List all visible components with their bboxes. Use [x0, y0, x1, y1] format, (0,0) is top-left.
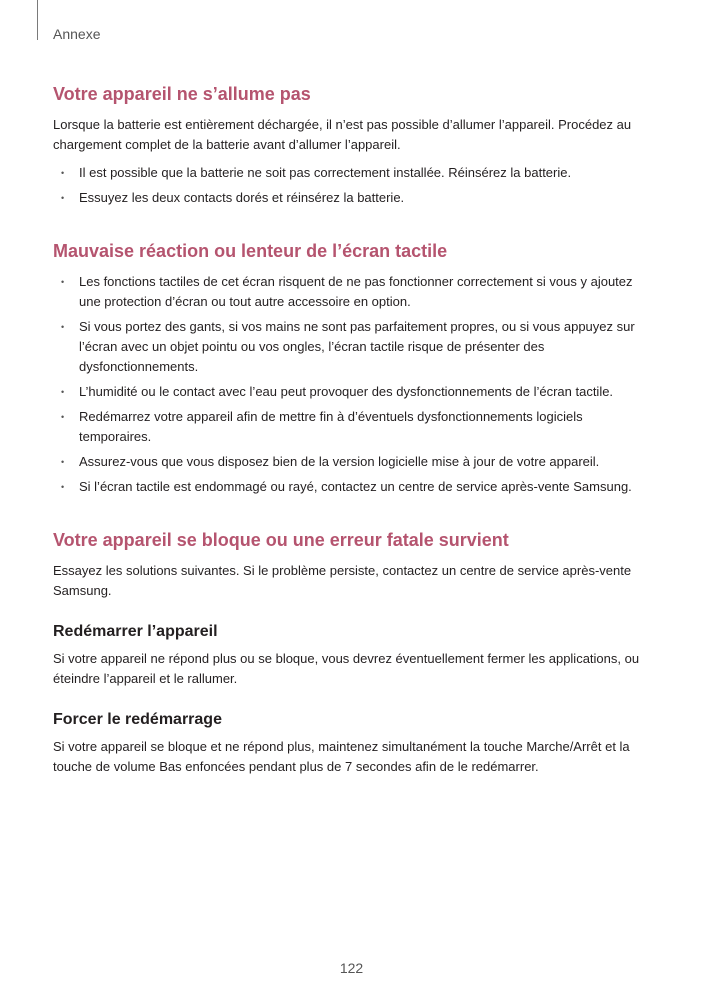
bullet-item: • Les fonctions tactiles de cet écran risquent de ne pas fonctionner correctement si vous y ajoutez une protection d’écran ou tout autre accessoire en option. [53, 272, 653, 312]
bullet-item: • Redémarrez votre appareil afin de mettre fin à d’éventuels dysfonctionnements logiciels temporaires. [53, 407, 653, 447]
section-device-wont-turn-on [53, 84, 653, 208]
page-content [53, 84, 653, 777]
section-intro: Essayez les solutions suivantes. Si le problème persiste, contactez un centre de service après-vente Samsung. [53, 563, 632, 598]
header-divider [37, 0, 38, 40]
bullet-list [53, 272, 653, 497]
section-heading: Votre appareil se bloque ou une erreur fatale survient [53, 530, 509, 550]
subsection-force-restart [53, 711, 653, 777]
chapter-label: Annexe [53, 26, 101, 42]
bullet-item: • Essuyez les deux contacts dorés et réinsérez la batterie. [53, 188, 653, 208]
bullet-item: • Si vous portez des gants, si vos mains ne sont pas parfaitement propres, ou si vous appuyez sur l’écran avec un objet pointu ou vos ongles, l’écran tactile risque de présenter des dysfonctionnements. [53, 317, 653, 377]
section-device-freezes [53, 530, 653, 777]
section-heading: Votre appareil ne s’allume pas [53, 84, 311, 104]
bullet-item: • Assurez-vous que vous disposez bien de la version logicielle mise à jour de votre appareil. [53, 452, 653, 472]
bullet-item: • Si l’écran tactile est endommagé ou rayé, contactez un centre de service après-vente Samsung. [53, 477, 653, 497]
bullet-item: • L’humidité ou le contact avec l’eau peut provoquer des dysfonctionnements de l’écran tactile. [53, 382, 653, 402]
section-touchscreen-issues [53, 241, 653, 497]
subsection-heading: Redémarrer l’appareil [53, 623, 218, 640]
subsection-restart [53, 623, 653, 689]
subsection-text: Si votre appareil se bloque et ne répond plus, maintenez simultanément la touche Marche/Arrêt et la touche de volume Bas enfoncées pendant plus de 7 secondes afin de le redémarrer. [53, 739, 630, 774]
bullet-list [53, 163, 653, 208]
subsection-heading: Forcer le redémarrage [53, 711, 222, 728]
section-heading: Mauvaise réaction ou lenteur de l’écran tactile [53, 241, 448, 261]
page-number: 122 [339, 960, 364, 976]
subsection-text: Si votre appareil ne répond plus ou se bloque, vous devrez éventuellement fermer les applications, ou éteindre l’appareil et le rallumer. [53, 651, 640, 686]
section-intro: Lorsque la batterie est entièrement déchargée, il n’est pas possible d’allumer l’appareil. Procédez au chargement complet de la batterie avant d’allumer l’appareil. [53, 117, 632, 152]
bullet-item: • Il est possible que la batterie ne soit pas correctement installée. Réinsérez la batterie. [53, 163, 653, 183]
